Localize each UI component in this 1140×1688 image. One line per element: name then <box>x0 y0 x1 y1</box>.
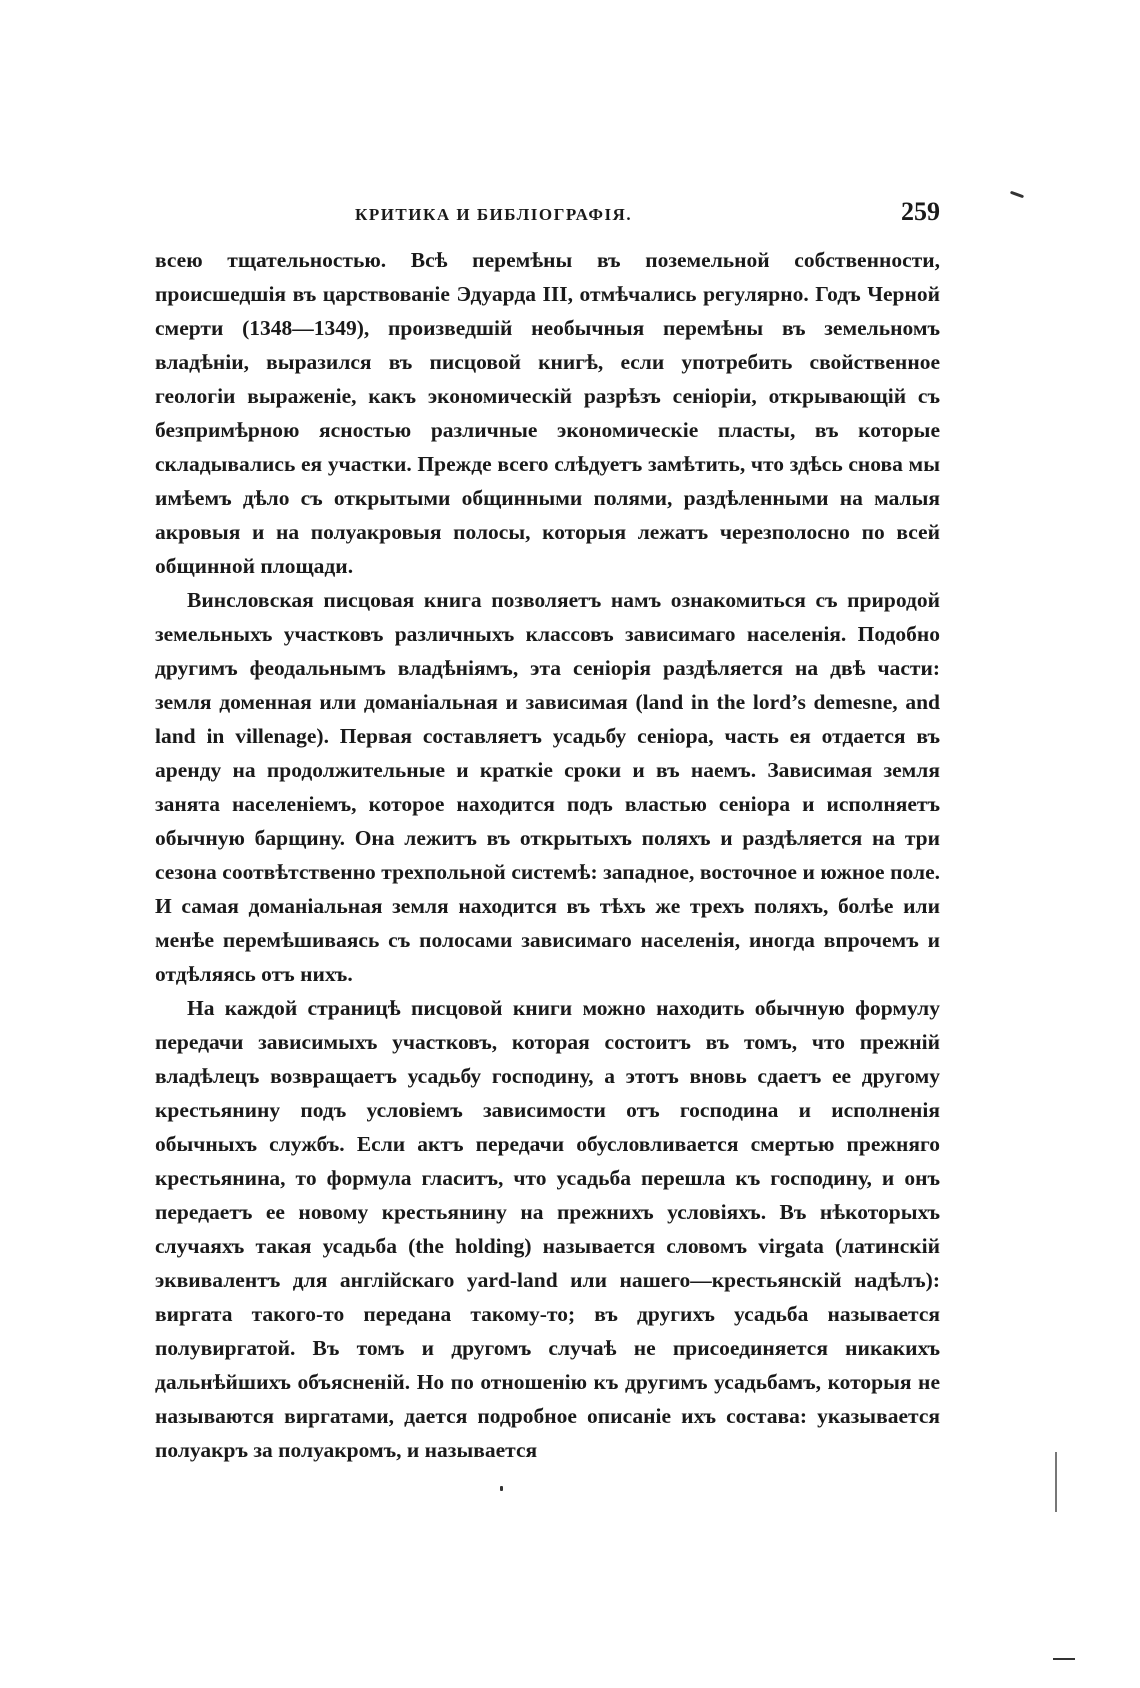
running-head <box>155 197 940 231</box>
running-title: КРИТИКА И БИБЛІОГРАФІЯ. <box>355 205 633 224</box>
paragraph-1: всею тщательностью. Всѣ перемѣны въ поземельной собственности, происшедшія въ царствованіе Эдуарда III, отмѣчались регулярно. Годъ Черной смерти (1348—1349), произведшій необычныя перемѣны въ земельномъ владѣніи, выразился въ писцовой книгѣ, если употребить свойственное геологіи выраженіе, какъ экономическій разрѣзъ сеніоріи, открывающій съ безпримѣрною ясностью различные экономическіе пласты, въ которые складывались ея участки. Прежде всего слѣдуетъ замѣтить, что здѣсь снова мы имѣемъ дѣло съ открытыми общинными полями, раздѣленными на малыя акровыя и на полуакровыя полосы, которыя лежатъ черезполосно по всей общинной площади. <box>155 248 940 578</box>
scan-speck-corner <box>1053 1658 1075 1660</box>
paragraph-3: На каждой страницѣ писцовой книги можно находить обычную формулу передачи зависимыхъ участковъ, которая состоитъ въ томъ, что прежній владѣлецъ возвращаетъ усадьбу господину, а этотъ вновь сдаетъ ее другому крестьянину подъ условіемъ зависимости отъ господина и исполненія обычныхъ службъ. Если актъ передачи обусловливается смертью прежняго крестьянина, то формула гласитъ, что усадьба перешла къ господину, и онъ передаетъ ее новому крестьянину на прежнихъ условіяхъ. Въ нѣкоторыхъ случаяхъ такая усадьба (the holding) называется словомъ virgata (латинскій эквивалентъ для англійскаго yard-land или нашего—крестьянскій надѣлъ): виргата такого-то передана такому-то; въ другихъ усадьба называется полувиргатой. Въ томъ и другомъ случаѣ не присоединяется никакихъ дальнѣйшихъ объясненій. Но по отношенію къ другимъ усадьбамъ, которыя не называются виргатами, дается подробное описаніе ихъ состава: указывается полуакръ за полуакромъ, и называется <box>155 996 940 1462</box>
body-text <box>155 243 940 1467</box>
page-number: 259 <box>901 197 940 226</box>
scan-edge-line <box>1055 1452 1057 1512</box>
scan-speck-top-right <box>1010 191 1024 199</box>
scan-speck-bottom <box>500 1486 503 1491</box>
paragraph-2: Винсловская писцовая книга позволяетъ намъ ознакомиться съ природой земельныхъ участковъ различныхъ классовъ зависимаго населенія. Подобно другимъ феодальнымъ владѣніямъ, эта сеніорія раздѣляется на двѣ части: земля доменная или доманіальная и зависимая (land in the lord’s demesne, and land in villenage). Первая составляетъ усадьбу сеніора, часть ея отдается въ аренду на продолжительные и краткіе сроки и въ наемъ. Зависимая земля занята населеніемъ, которое находится подъ властью сеніора и исполняетъ обычную барщину. Она лежитъ въ открытыхъ поляхъ и раздѣляется на три сезона соотвѣтственно трехпольной системѣ: западное, восточное и южное поле. И самая доманіальная земля находится въ тѣхъ же трехъ поляхъ, болѣе или менѣе перемѣшиваясь съ полосами зависимаго населенія, иногда впрочемъ и отдѣляясь отъ нихъ. <box>155 588 940 986</box>
